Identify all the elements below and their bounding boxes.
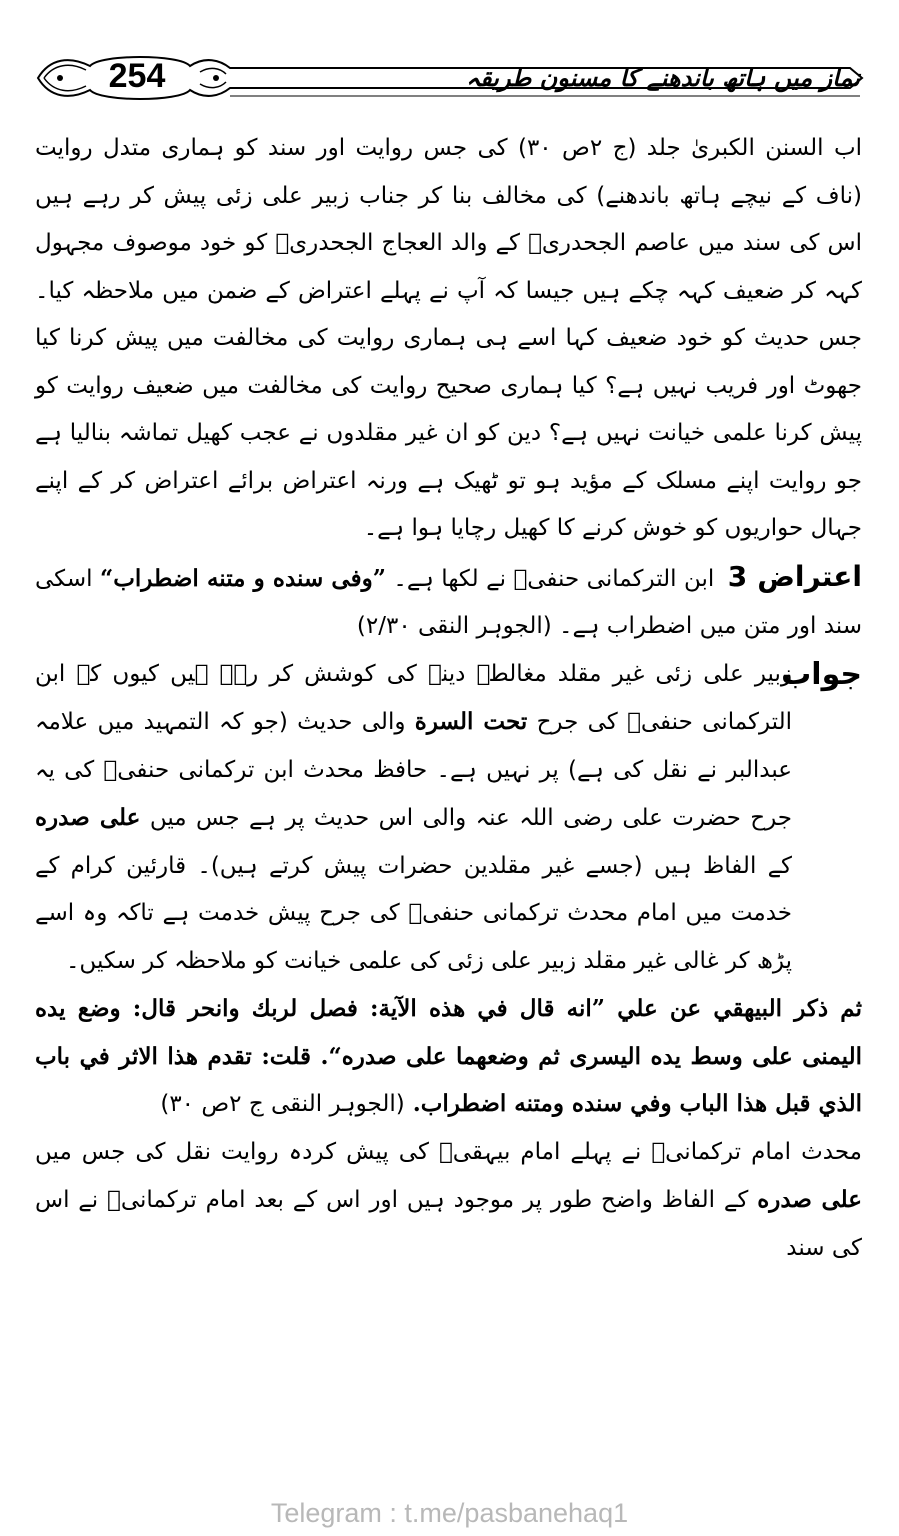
answer-text-a: زبیر علی زئی غیر مقلد مغالطہ دینے کی کوشش کر رہے ہیں کیوں کہ ابن الترکمانی حنفیؒ کی جرح [35,660,792,735]
answer-body [35,651,792,986]
page-header [30,50,870,106]
answer-label: جواب [781,656,862,692]
running-title: نماز میں ہاتھ باندھنے کا مسنون طریقہ [466,64,860,92]
objection-3-text-a: ابن الترکمانی حنفیؒ نے لکھا ہے۔ [393,565,715,592]
paragraph-5 [35,1129,862,1273]
objection-3-arabic-quote: ”وفی سنده و متنه اضطراب“ [100,564,386,592]
objection-3-text-b: اسکی سند اور متن میں اضطراب ہے۔ (الجوہر النقی ۲/۳۰) [35,565,862,639]
objection-3-label: اعتراض 3 [727,559,863,593]
answer-paragraph [35,651,862,986]
page-number: 254 [108,57,166,95]
paragraph-5-text-b: کے الفاظ واضح طور پر موجود ہیں اور اس کے بعد امام ترکمانیؒ نے اس کی سند [35,1187,862,1261]
paragraph-5-text-a: محدث امام ترکمانیؒ نے پہلے امام بیہقیؒ کی پیش کردہ روایت نقل کی جس میں [35,1138,862,1165]
telegram-watermark: Telegram : t.me/pasbanehaq1 [270,1498,629,1528]
answer-text-b: والی حدیث (جو کہ التمہید میں علامہ عبدالبر نے نقل کی ہے) پر نہیں ہے۔ حافظ محدث ابن ترکمانی حنفیؒ کی یہ جرح حضرت علی رضی اللہ عنہ والی اس حدیث پر ہے جس میں [35,709,792,831]
answer-text-c: کے الفاظ ہیں (جسے غیر مقلدین حضرات پیش کرتے ہیں)۔ قارئین کرام کے خدمت میں امام محدث ترکمانی حنفیؒ کی جرح پیش خدمت ہے تاکہ وہ اسے پڑھ کر غالی غیر مقلد زبیر علی زئی کی علمی خیانت کو ملاحظہ کر سکیں۔ [35,852,792,974]
answer-arabic-2: علی صدره [35,804,141,831]
arabic-quotation-text: ثم ذكر البيهقي عن علي ”انه قال في هذه الآية: فصل لربك وانحر قال: وضع يده اليمنى على وسط يده اليسرى ثم وضعهما على صدره“. قلت: تقدم هذا الاثر في باب الذي قبل هذا الباب وفي سنده ومتنه اضطراب. [35,995,862,1117]
objection-3-paragraph [35,553,862,651]
arabic-quotation-block [35,985,862,1129]
arabic-quotation-reference: (الجوہر النقی ج ۲ص ۳۰) [160,1091,405,1117]
page-content [35,125,862,1272]
paragraph-1: اب السنن الکبریٰ جلد (ج ۲ص ۳۰) کی جس روایت اور سند کو ہماری متدل روایت (ناف کے نیچے ہاتھ باندھنے) کی مخالف بنا کر جناب زبیر علی زئی پیش کر رہے ہیں اس کی سند میں عاصم الجحدریؒ کے والد العجاج الجحدریؒ کو خود موصوف مجہول کہہ کر ضعیف کہہ چکے ہیں جیسا کہ آپ نے پہلے اعتراض کے ضمن میں ملاحظہ کیا۔ جس حدیث کو خود ضعیف کہا اسے ہی ہماری روایت کی مخالفت میں پیش کرنا کیا جھوٹ اور فریب نہیں ہے؟ کیا ہماری صحیح روایت کی مخالفت میں ضعیف روایت کو پیش کرنا علمی خیانت نہیں ہے؟ دین کو ان غیر مقلدوں نے عجب کھیل تماشہ بنالیا ہے جو روایت اپنے مسلک کے مؤید ہو تو ٹھیک ہے ورنہ اعتراض برائے اعتراض کر کے اپنے جہال حواریوں کو خوش کرنے کا کھیل رچایا ہوا ہے۔ [35,135,863,541]
answer-arabic-1: تحت السرة [414,708,528,735]
paragraph-5-arabic: علی صدره [757,1186,862,1213]
